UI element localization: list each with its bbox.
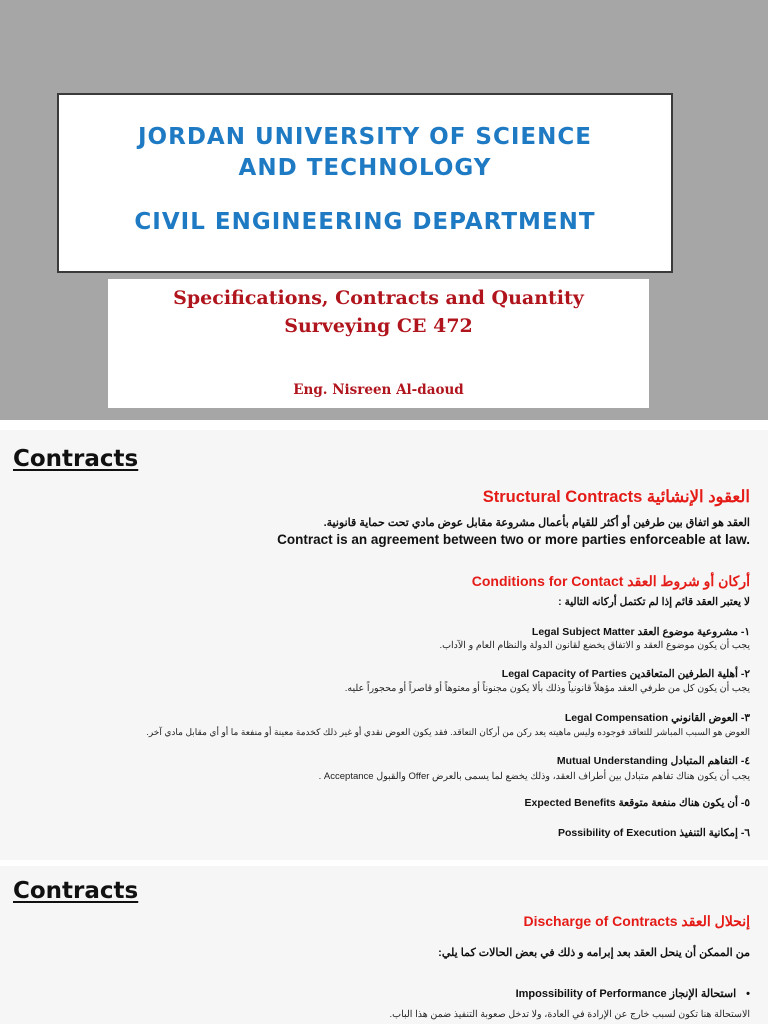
discharge-title: إنحلال العقد Discharge of Contracts — [523, 913, 750, 929]
condition-item-4-text: يجب أن يكون هناك تفاهم متبادل بين أطراف العقد، وذلك يخضع لما يسمى بالعرض Offer والقبول Acceptance . — [318, 771, 750, 782]
bullet-dot: • — [746, 988, 750, 1000]
condition-item-2-text: يجب أن يكون كل من طرفي العقد مؤهلاً قانونياً وذلك بألا يكون مجنوناً أو معتوهاً أو قاصراً أو محجوراً عليه. — [344, 683, 750, 694]
condition-item-3-head: ٣- العوض القانوني Legal Compensation — [564, 712, 750, 724]
condition-item-6-head: ٦- إمكانية التنفيذ Possibility of Execution — [557, 827, 750, 839]
slide-heading: Contracts — [13, 446, 139, 472]
conditions-intro: لا يعتبر العقد قائم إذا لم تكتمل أركانه التالية : — [558, 596, 750, 608]
condition-item-5-head: ٥- أن يكون هناك منفعة متوقعة Expected Benefits — [524, 797, 750, 809]
department-name: CIVIL ENGINEERING DEPARTMENT — [134, 209, 596, 235]
slide-heading: Contracts — [13, 878, 139, 904]
definition-arabic: العقد هو اتفاق بين طرفين أو أكثر للقيام بأعمال مشروعة مقابل عوض مادي تحت حماية قانونية. — [323, 517, 750, 529]
discharge-intro: من الممكن أن ينحل العقد بعد إبرامه و ذلك في بعض الحالات كما يلي: — [438, 947, 750, 959]
conditions-title: أركان أو شروط العقد Conditions for Contact — [471, 573, 750, 589]
condition-item-4-head: ٤- التفاهم المتبادل Mutual Understanding — [556, 755, 750, 767]
structural-contracts-title: العقود الإنشائية Structural Contracts — [482, 488, 750, 506]
bullet-head: استحالة الإنجاز Impossibility of Performance — [515, 988, 737, 1000]
title-slide — [0, 0, 768, 420]
university-name-line2: AND TECHNOLOGY — [238, 155, 492, 181]
discharge-bullet-text: الاستحالة هنا تكون لسبب خارج عن الإرادة في العادة، ولا تدخل صعوبة التنفيذ ضمن هذا الباب. — [389, 1009, 750, 1020]
condition-item-1-text: يجب أن يكون موضوع العقد و الاتفاق يخضع لقانون الدولة والنظام العام و الآداب. — [439, 640, 750, 651]
title-box — [57, 93, 673, 273]
course-title-line2: Surveying CE 472 — [284, 315, 473, 337]
condition-item-1-head: ١- مشروعية موضوع العقد Legal Subject Matter — [531, 626, 750, 638]
condition-item-3-text: العوض هو السبب المباشر للتعاقد فوجوده وليس ماهيته يعد ركن من أركان التعاقد. فقد يكون العوض نقدي أو غير ذلك كخدمة معينة أو منفعة ما أو أي مقابل مادي آخر. — [146, 727, 750, 737]
discharge-slide — [0, 866, 768, 1024]
condition-item-2-head: ٢- أهلية الطرفين المتعاقدين Legal Capacity of Parties — [501, 668, 750, 680]
definition-english: Contract is an agreement between two or more parties enforceable at law. — [277, 532, 750, 547]
course-box — [108, 279, 649, 408]
course-title-line1: Specifications, Contracts and Quantity — [173, 287, 584, 309]
university-name-line1: JORDAN UNIVERSITY OF SCIENCE — [138, 124, 592, 150]
author-name: Eng. Nisreen Al-daoud — [293, 382, 464, 398]
discharge-bullet — [516, 987, 750, 1000]
contracts-slide — [0, 430, 768, 860]
